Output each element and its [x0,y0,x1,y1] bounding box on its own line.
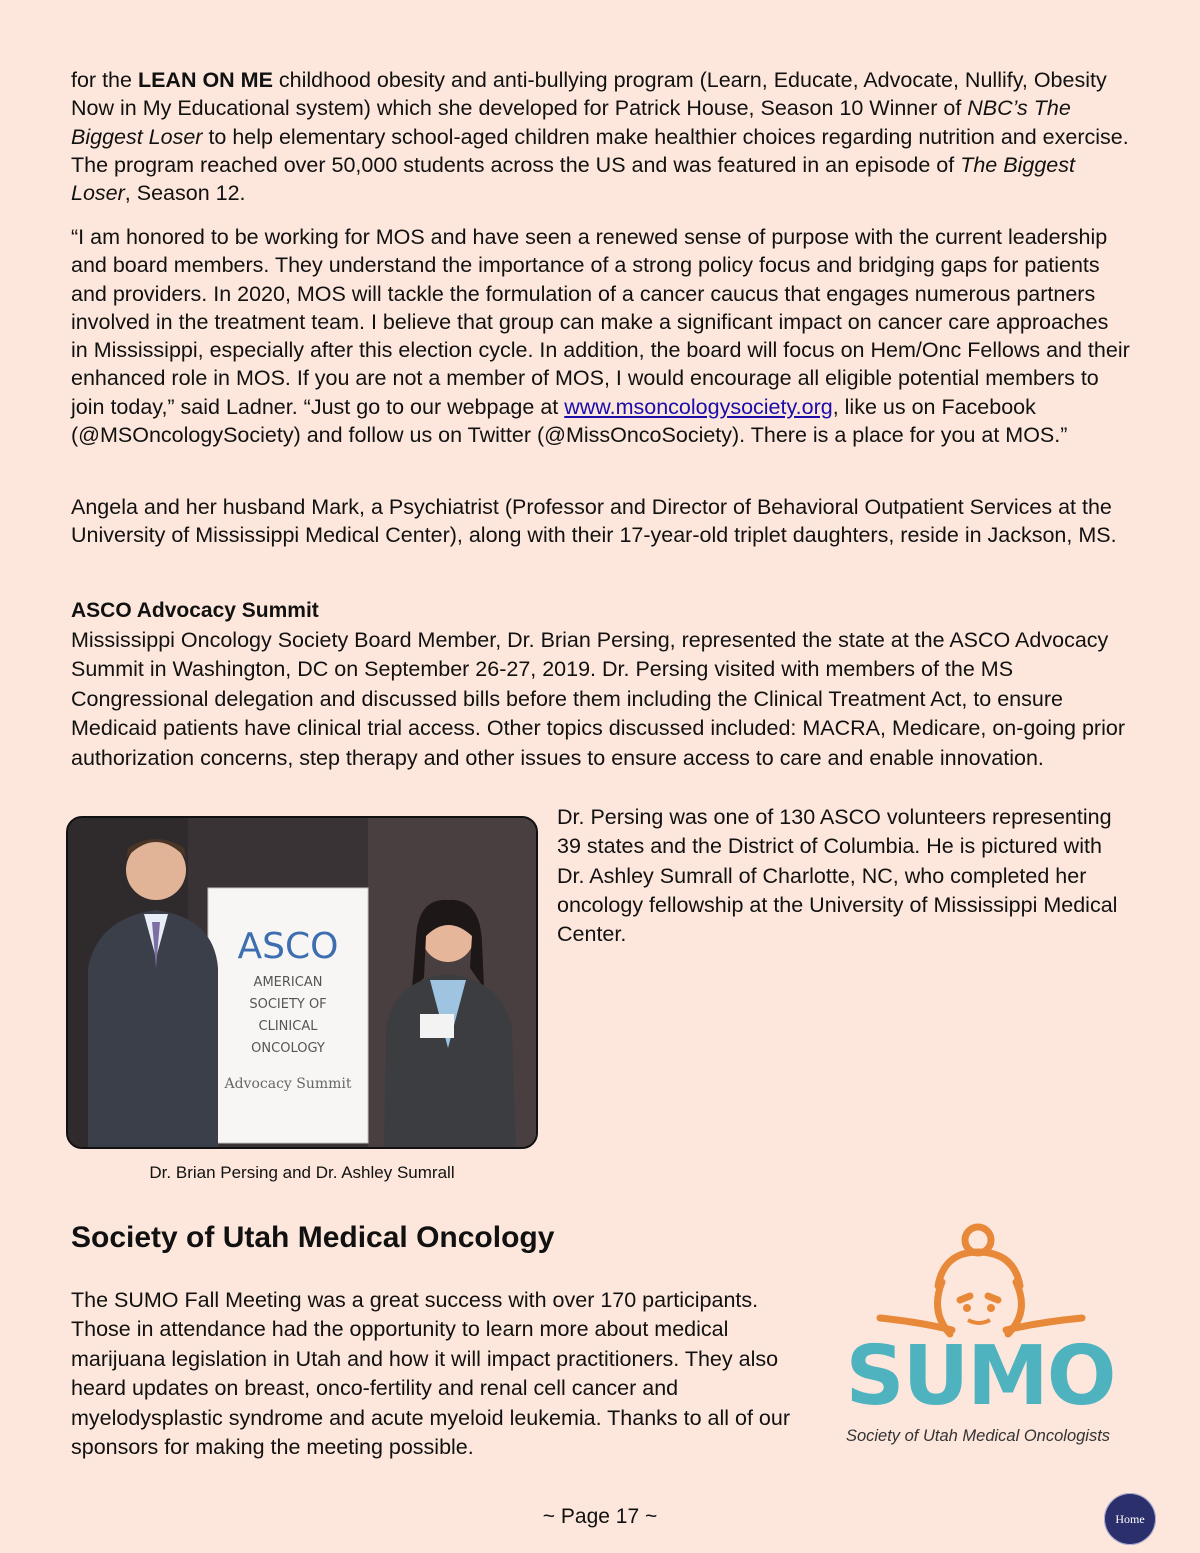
photo-caption: Dr. Brian Persing and Dr. Ashley Sumrall [149,1163,455,1182]
p1-show-title: NBC’s The Biggest Loser [71,96,1071,149]
sign-event: Advocacy Summit [224,1076,352,1092]
p1-program-name: LEAN ON ME [137,68,273,92]
sumo-logo-text: SUMO [845,1329,1115,1424]
p1-show-title-2: The Biggest Loser [71,152,1075,206]
sumo-logo [820,1222,1140,1458]
sign-line-2: SOCIETY OF [249,997,327,1012]
sumo-body: The SUMO Fall Meeting was a great success with over 170 participants. Those in attendance had the opportunity to learn more about medical marijuana legislation in Utah and how it will impact practitioners. They also heard updates on breast, onco-fertility and renal cell cancer and myelodysplastic syndrome and acute myeloid leukemia. Thanks to all of our sponsors for making the meeting possible. [71,1288,791,1460]
sumo-section-title: Society of Utah Medical Oncology [71,1221,555,1254]
mos-website-link[interactable]: www.msoncologysociety.org [564,394,833,419]
article-paragraph-1 [71,66,1131,207]
sign-logo: ASCO [237,926,339,967]
asco-heading: ASCO Advocacy Summit [71,599,319,622]
article-paragraph-3: Angela and her husband Mark, a Psychiatrist (Professor and Director of Behavioral Outpatient Services at the University of Mississippi Medical Center), along with their 17-year-old triplet daughters, reside in Jackson, MS. [71,495,1117,548]
page-number: ~ Page 17 ~ [542,1505,658,1528]
p2-text-2: , like us on Facebook (@MSOncologySociety) and follow us on Twitter (@MissOncoSociety). There is a place for you at MOS.” [71,394,1068,448]
p1-text-4: , Season 12. [124,181,246,206]
p2-text-1: “I am honored to be working for MOS and have seen a renewed sense of purpose with the current leadership and board members. They understand the importance of a strong policy focus and bridging gaps for patients and providers. In 2020, MOS will tackle the formulation of a cancer caucus that engages numerous partners involved in the treatment team. I believe that group can make a significant impact on cancer care approaches in Mississippi, especially after this election cycle. In addition, the board will focus on Hem/Onc Fellows and their enhanced role in MOS. If you are not a member of MOS, I would encourage all eligible potential members to join today,” said Ladner. “Just go to our webpage at [71,225,1130,419]
asco-side-text: Dr. Persing was one of 130 ASCO volunteers representing 39 states and the District of Columbia. He is pictured with Dr. Ashley Sumrall of Charlotte, NC, who completed her oncology fellowship at the University of Mississippi Medical Center. [557,805,1118,947]
p1-text-3: to help elementary school-aged children make healthier choices regarding nutrition and exercise. The program reached over 50,000 students across the US and was featured in an episode of [71,124,1129,177]
article-paragraph-2 [71,223,1131,449]
home-button[interactable] [1104,1493,1156,1545]
asco-photo [66,816,538,1149]
sumo-wrestler-icon [820,1222,1140,1458]
sign-line-4: ONCOLOGY [251,1041,325,1056]
p1-text-2: childhood obesity and anti-bullying program (Learn, Educate, Advocate, Nullify, Obesity Now in My Educational system) which she developed for Patrick House, Season 10 Winner of [71,68,1107,121]
sumo-tagline: Society of Utah Medical Oncologists [845,1427,1111,1445]
sign-line-1: AMERICAN [253,975,323,990]
home-label: Home [1115,1511,1145,1526]
asco-photo-illustration [68,818,536,1147]
p1-text-1: for the [71,68,138,92]
sign-line-3: CLINICAL [258,1019,318,1034]
asco-body: Mississippi Oncology Society Board Member, Dr. Brian Persing, represented the state at the ASCO Advocacy Summit in Washington, DC on September 26-27, 2019. Dr. Persing visited with members of the MS Congressional delegation and discussed bills before them including the Clinical Treatment Act, to ensure Medicaid patients have clinical trial access. Other topics discussed included: MACRA, Medicare, on-going prior authorization concerns, step therapy and other issues to ensure access to care and enable innovation. [71,628,1125,770]
